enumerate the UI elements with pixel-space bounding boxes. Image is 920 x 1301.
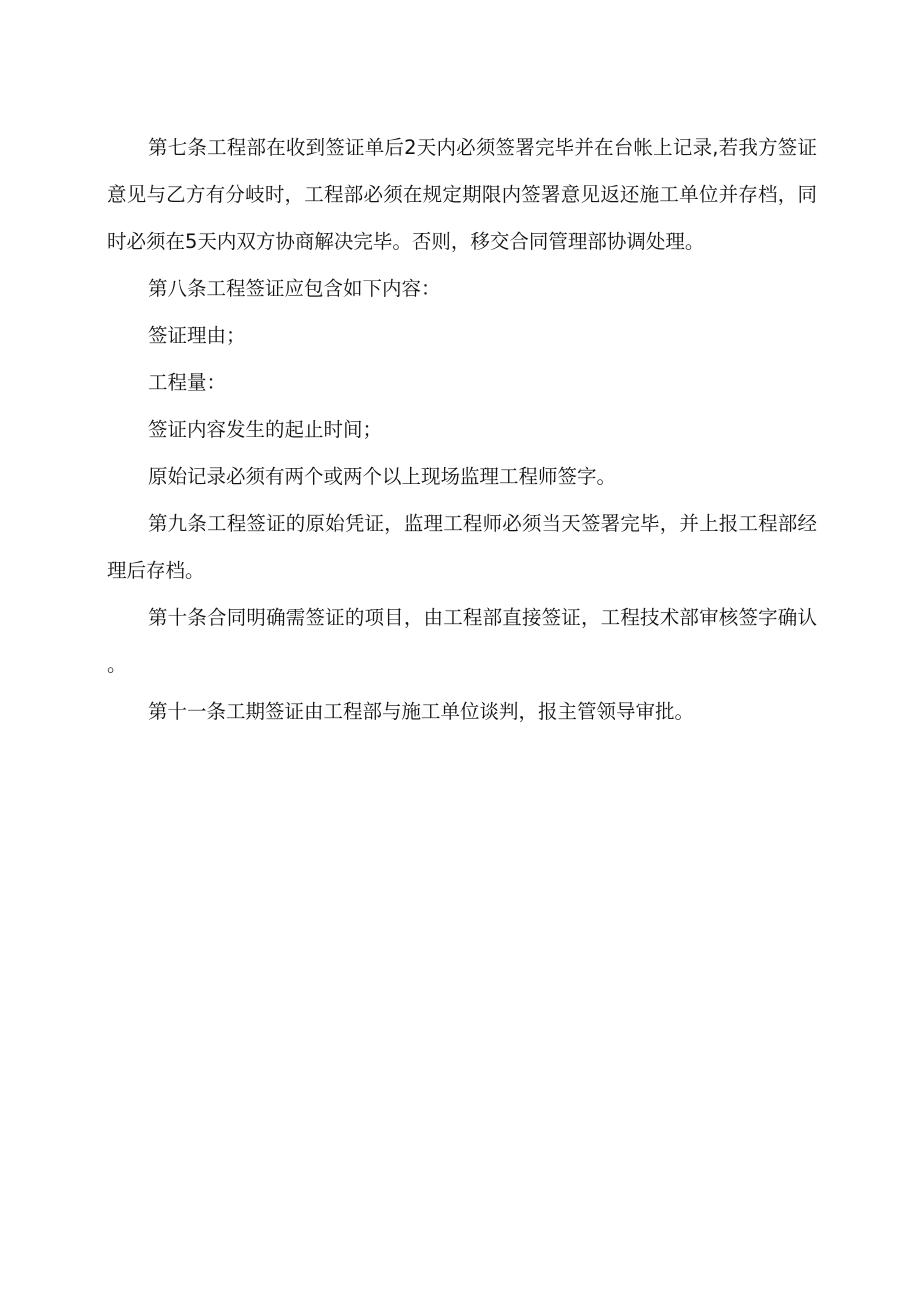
list-item-visa-reason: 签证理由；: [148, 324, 246, 347]
article-9-paragraph: 第九条工程签证的原始凭证，监理工程师必须当天签署完毕，并上报工程部经理后存档。: [107, 512, 817, 582]
document-body: [107, 124, 817, 735]
list-item-original-records: 原始记录必须有两个或两个以上现场监理工程师签字。: [148, 465, 617, 488]
article-11-paragraph: 第十一条工期签证由工程部与施工单位谈判，报主管领导审批。: [148, 700, 695, 723]
article-7-paragraph: 第七条工程部在收到签证单后2天内必须签署完毕并在台帐上记录,若我方签证意见与乙方有分岐时，工程部必须在规定期限内签署意见返还施工单位并存档，同时必须在5天内双方协商解决完毕。否则，移交合同管理部协调处理。: [107, 136, 817, 253]
article-8-paragraph: 第八条工程签证应包含如下内容：: [148, 277, 441, 300]
article-10-paragraph: 第十条合同明确需签证的项目，由工程部直接签证，工程技术部审核签字确认。: [107, 606, 817, 676]
list-item-quantity: 工程量：: [148, 371, 227, 394]
list-item-time-range: 签证内容发生的起止时间；: [148, 418, 383, 441]
